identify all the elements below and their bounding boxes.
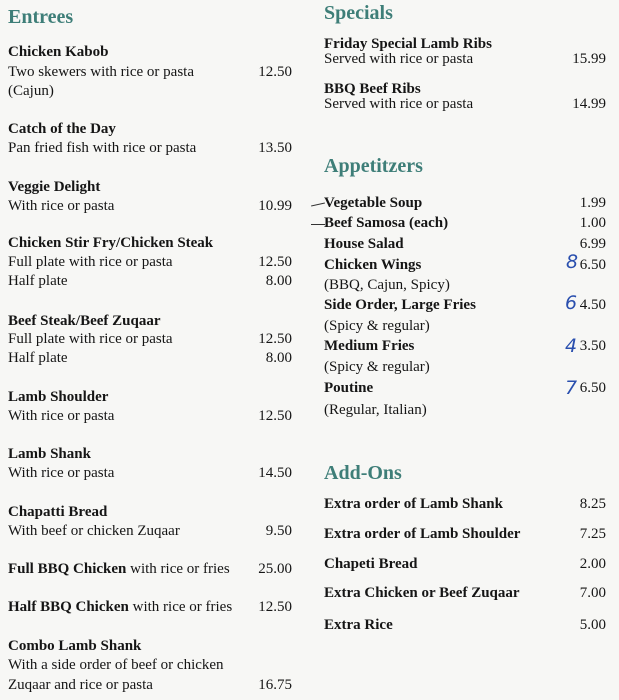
- item-desc: Zuqaar and rice or pasta: [8, 677, 153, 693]
- item-name: Half BBQ Chicken: [8, 599, 129, 615]
- item-price: 14.99: [572, 96, 606, 112]
- item-price: 6.50: [579, 380, 606, 396]
- item-name: Poutine: [324, 380, 374, 396]
- item-desc: Served with rice or pasta: [324, 96, 474, 112]
- item-name: Beef Steak/Beef Zuqaar: [8, 313, 161, 329]
- item-name: Vegetable Soup: [324, 195, 423, 211]
- item-desc: Two skewers with rice or pasta: [8, 64, 194, 80]
- item-name: Chicken Wings: [324, 257, 422, 273]
- item-price: 9.50: [265, 523, 292, 539]
- item-desc: Full plate with rice or pasta: [8, 254, 173, 270]
- item-price: 25.00: [258, 561, 292, 577]
- item-name: Extra order of Lamb Shank: [324, 496, 503, 512]
- item-desc: With beef or chicken Zuqaar: [8, 523, 180, 539]
- item-name: Chapeti Bread: [324, 556, 418, 572]
- item-note: (Regular, Italian): [324, 402, 427, 418]
- item-price: 7.25: [579, 526, 606, 542]
- item-name: Lamb Shoulder: [8, 389, 109, 405]
- item-desc: Full plate with rice or pasta: [8, 331, 173, 347]
- item-price: 1.99: [579, 195, 606, 211]
- handwritten-price-correction: 4: [565, 335, 578, 357]
- item-name: Side Order, Large Fries: [324, 297, 476, 313]
- item-price: 12.50: [258, 254, 292, 270]
- pen-mark: [311, 203, 325, 207]
- item-price: 1.00: [579, 215, 606, 231]
- item-desc: Pan fried fish with rice or pasta: [8, 140, 197, 156]
- handwritten-price-correction: 8: [566, 251, 579, 273]
- appetizers-heading: Appetitzers: [324, 155, 423, 177]
- item-name: Combo Lamb Shank: [8, 638, 142, 654]
- item-desc: With rice or pasta: [8, 465, 115, 481]
- item-price: 14.50: [258, 465, 292, 481]
- item-name: Extra Chicken or Beef Zuqaar: [324, 585, 520, 601]
- item-name: BBQ Beef Ribs: [324, 81, 421, 97]
- entrees-heading: Entrees: [8, 6, 74, 28]
- item-name: Chapatti Bread: [8, 504, 108, 520]
- item-line: [8, 598, 232, 616]
- item-name: Full BBQ Chicken: [8, 561, 127, 577]
- item-price: 2.00: [579, 556, 606, 572]
- item-desc: With a side order of beef or chicken: [8, 657, 224, 673]
- item-desc: With rice or pasta: [8, 198, 115, 214]
- item-price: 10.99: [258, 198, 292, 214]
- item-note: (Spicy & regular): [324, 359, 430, 375]
- item-desc: Served with rice or pasta: [324, 51, 474, 67]
- item-price: 12.50: [258, 331, 292, 347]
- item-name: Veggie Delight: [8, 179, 101, 195]
- item-name: Chicken Kabob: [8, 44, 109, 60]
- item-desc: Half plate: [8, 350, 68, 366]
- item-price: 8.00: [265, 350, 292, 366]
- handwritten-price-correction: 7: [565, 377, 578, 399]
- item-name: Catch of the Day: [8, 121, 116, 137]
- addons-heading: Add-Ons: [324, 462, 402, 484]
- item-line: [8, 560, 230, 578]
- pen-mark: [311, 224, 325, 225]
- item-price: 16.75: [258, 677, 292, 693]
- item-name: Chicken Stir Fry/Chicken Steak: [8, 235, 214, 251]
- item-price: 8.25: [579, 496, 606, 512]
- item-name: Extra order of Lamb Shoulder: [324, 526, 521, 542]
- item-price: 8.00: [265, 273, 292, 289]
- item-price: 6.50: [579, 257, 606, 273]
- item-name: Beef Samosa (each): [324, 215, 449, 231]
- item-price: 4.50: [579, 297, 606, 313]
- item-desc: with rice or fries: [128, 599, 233, 615]
- item-note: (Cajun): [8, 83, 54, 99]
- item-name: House Salad: [324, 236, 404, 252]
- item-price: 7.00: [579, 585, 606, 601]
- item-price: 12.50: [258, 408, 292, 424]
- item-name: Extra Rice: [324, 617, 393, 633]
- item-desc: Half plate: [8, 273, 68, 289]
- item-name: Friday Special Lamb Ribs: [324, 36, 492, 52]
- handwritten-price-correction: 6: [565, 292, 578, 314]
- item-name: Medium Fries: [324, 338, 415, 354]
- item-price: 3.50: [579, 338, 606, 354]
- item-desc: with rice or fries: [126, 561, 230, 577]
- item-price: 12.50: [258, 64, 292, 80]
- item-price: 13.50: [258, 140, 292, 156]
- item-price: 6.99: [579, 236, 606, 252]
- item-desc: With rice or pasta: [8, 408, 115, 424]
- item-price: 15.99: [572, 51, 606, 67]
- item-note: (BBQ, Cajun, Spicy): [324, 277, 450, 293]
- item-note: (Spicy & regular): [324, 318, 430, 334]
- item-name: Lamb Shank: [8, 446, 91, 462]
- specials-heading: Specials: [324, 2, 393, 24]
- item-price: 5.00: [579, 617, 606, 633]
- item-price: 12.50: [258, 599, 292, 615]
